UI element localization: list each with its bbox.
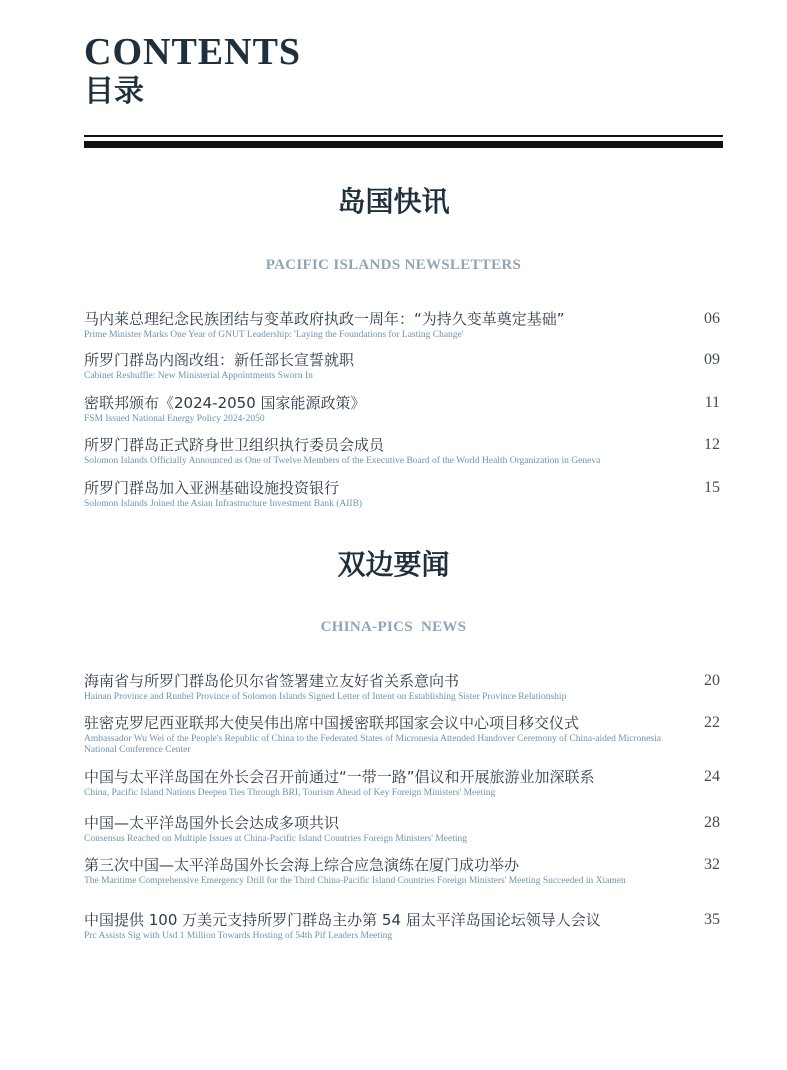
- toc-entry[interactable]: [84, 309, 720, 341]
- entry-page-number: 11: [704, 394, 720, 411]
- entry-title-cn: 所罗门群岛内阁改组：新任部长宣誓就职: [84, 351, 355, 369]
- entry-title-cn: 第三次中国—太平洋岛国外长会海上综合应急演练在厦门成功举办: [84, 856, 520, 874]
- entry-page-number: 09: [704, 351, 720, 368]
- entry-page-number: 20: [704, 672, 720, 689]
- entry-title-cn: 所罗门群岛正式跻身世卫组织执行委员会成员: [84, 436, 385, 454]
- toc-entry[interactable]: [84, 350, 720, 382]
- toc-entry[interactable]: [84, 813, 720, 845]
- contents-title-cn: 目录: [84, 74, 144, 109]
- toc-entry[interactable]: [84, 393, 720, 425]
- entry-title-en: Prime Minister Marks One Year of GNUT Leadership: 'Laying the Foundations for Lasting Change': [84, 330, 464, 340]
- entry-page-number: 35: [704, 911, 720, 928]
- toc-entry[interactable]: [84, 767, 720, 799]
- section-pacific-islands-newsletters: [0, 184, 787, 274]
- entry-page-number: 28: [704, 814, 720, 831]
- section-title-en: PACIFIC ISLANDS NEWSLETTERS: [265, 257, 522, 273]
- entry-page-number: 06: [704, 310, 720, 327]
- header-divider-thin: [84, 135, 723, 137]
- contents-title: CONTENTS: [84, 31, 302, 73]
- entry-page-number: 32: [704, 856, 720, 873]
- entry-title-en: FSM Issued National Energy Policy 2024-2050: [84, 414, 265, 424]
- page-header: [84, 30, 724, 112]
- entry-title-cn: 密联邦颁布《2024-2050 国家能源政策》: [84, 394, 366, 412]
- toc-entry[interactable]: [84, 478, 720, 510]
- entry-title-en: The Maritime Comprehensive Emergency Drill for the Third China-Pacific Island Countries Foreign Ministers' Meeting Succeeded in Xiamen: [84, 876, 626, 886]
- entry-title-en: China, Pacific Island Nations Deepen Ties Through BRI, Tourism Ahead of Key Foreign Ministers' Meeting: [84, 788, 496, 798]
- entry-page-number: 24: [704, 768, 720, 785]
- toc-entry[interactable]: [84, 435, 720, 467]
- entry-title-cn: 驻密克罗尼西亚联邦大使吴伟出席中国援密联邦国家会议中心项目移交仪式: [84, 714, 580, 732]
- entry-title-en: Ambassador Wu Wei of the People's Republic of China to the Federated States of Micronesia Attended Handover Ceremony of China-aided Micronesia National Conference Center: [84, 734, 661, 755]
- entry-title-cn: 中国—太平洋岛国外长会达成多项共识: [84, 814, 340, 832]
- section-title-en: CHINA-PICS NEWS: [320, 619, 467, 635]
- entry-title-cn: 海南省与所罗门群岛伦贝尔省签署建立友好省关系意向书: [84, 672, 460, 690]
- entry-title-en: Prc Assists Sig with Usd 1 Million Towards Hosting of 54th Pif Leaders Meeting: [84, 931, 393, 941]
- entry-title-en: Solomon Islands Joined the Asian Infrastructure Investment Bank (AIIB): [84, 499, 363, 509]
- entry-title-en: Hainan Province and Runbel Province of Solomon Islands Signed Letter of Intent on Establishing Sister Province Relationship: [84, 692, 567, 702]
- section-china-pics-news: [0, 547, 787, 636]
- toc-entry[interactable]: [84, 855, 720, 887]
- entry-title-cn: 所罗门群岛加入亚洲基础设施投资银行: [84, 479, 340, 497]
- toc-entry[interactable]: [84, 671, 720, 703]
- entry-page-number: 15: [704, 479, 720, 496]
- section-title-cn: 双边要闻: [337, 548, 450, 581]
- entry-title-cn: 中国与太平洋岛国在外长会召开前通过“一带一路”倡议和开展旅游业加深联系: [84, 768, 595, 786]
- entry-title-cn: 马内莱总理纪念民族团结与变革政府执政一周年：“为持久变革奠定基础”: [84, 310, 565, 328]
- toc-entry[interactable]: [84, 713, 720, 756]
- section-title-cn: 岛国快讯: [337, 185, 450, 218]
- entry-page-number: 12: [704, 436, 720, 453]
- entry-page-number: 22: [704, 714, 720, 731]
- entry-title-en: Solomon Islands Officially Announced as One of Twelve Members of the Executive Board of the World Health Organization in Geneva: [84, 456, 601, 466]
- toc-entry[interactable]: [84, 910, 720, 942]
- entry-title-en: Cabinet Reshuffle: New Ministerial Appointments Sworn In: [84, 371, 313, 381]
- header-divider-thick: [84, 141, 723, 148]
- entry-title-en: Consensus Reached on Multiple Issues at China-Pacific Island Countries Foreign Ministers' Meeting: [84, 834, 467, 844]
- entry-title-cn: 中国提供 100 万美元支持所罗门群岛主办第 54 届太平洋岛国论坛领导人会议: [84, 911, 601, 929]
